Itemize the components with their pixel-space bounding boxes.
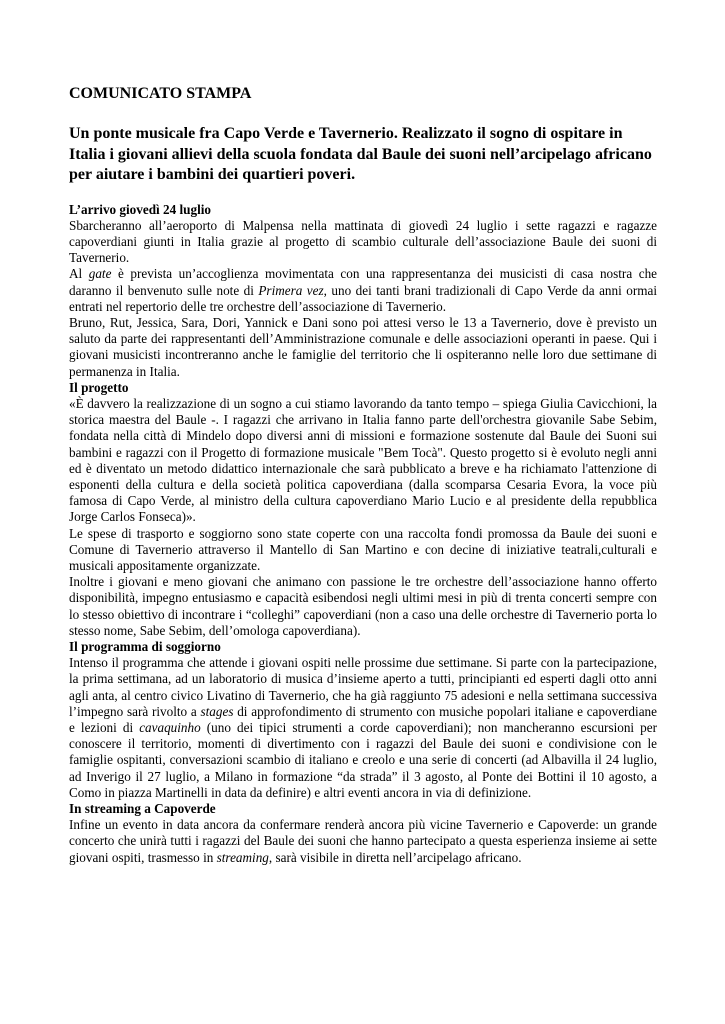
press-release-page <box>69 84 657 866</box>
section-streaming <box>69 801 657 866</box>
text-run: Al <box>69 266 89 282</box>
document-label: COMUNICATO STAMPA <box>69 85 252 102</box>
text-run: Infine un evento in data ancora da confermare renderà ancora più vicine Tavernerio e Capoverde: un grande concerto che unirà tutti i ragazzi del Baule dei suoni che hanno partecipato a questa esperienza insieme ai sette giovani ospiti, trasmesso in <box>69 817 657 865</box>
text-run: è prevista un’accoglienza movimentata con una rappresentanza dei musicisti di casa nostra che daranno il benvenuto sulle note di <box>69 266 658 298</box>
paragraph <box>69 655 657 801</box>
text-run: , uno dei tanti brani tradizionali di Capo Verde da anni ormai entrati nel repertorio delle tre orchestre dell’associazione di Tavernerio. <box>69 282 658 314</box>
paragraph: Inoltre i giovani e meno giovani che animano con passione le tre orchestre dell’associazione hanno offerto disponibilità, impegno entusiasmo e capacità esibendosi negli ultimi mesi in più di trenta concerti sempre con lo stesso obiettivo di incontrare i “colleghi” capoverdiani (non a caso una delle orchestre di Tavernerio porta lo stesso nome, Sabe Sebim, dell’omologa capoverdiana). <box>69 574 657 638</box>
text-run: (uno dei tipici strumenti a corde capoverdiani); non mancheranno escursioni per conoscere il territorio, momenti di divertimento con i ragazzi del Baule dei suoni e condivisione con le famiglie ospitanti, conversazioni scambio di italiano e creolo e una serie di concerti (ad Albavilla il 24 luglio, ad Inverigo il 27 luglio, a Milano in formazione “da strada” il 3 agosto, al Ponte dei Bottini il 10 agosto, a Como in piazza Martinelli in data da definire) e altri eventi ancora in via di definizione. <box>69 720 657 800</box>
paragraph <box>69 266 657 315</box>
paragraph: «È davvero la realizzazione di un sogno a cui stiamo lavorando da tanto tempo – spiega Giulia Cavicchioni, la storica maestra del Baule -. I ragazzi che arrivano in Italia fanno parte dell'orchestra giovanile Sabe Sebim, fondata nella città di Mindelo dopo diversi anni di missioni e formazione sostenute dal Baule dei Suoni sui bambini e ragazzi con il Progetto di formazione musicale "Bem Tocà". Questo progetto si è evoluto negli anni ed è diventato un metodo didattico internazionale che sarà pubblicato a breve e ha richiamato l'attenzione di esponenti della cultura e della società politica capoverdiana (dalla scomparsa Cesaria Evora, la voce più famosa di Capo Verde, al ministro della cultura capoverdiano Mario Lucio e al presidente della repubblica Jorge Carlos Fonseca)». <box>69 395 657 525</box>
section-program <box>69 639 657 801</box>
section-title-project: Il progetto <box>69 379 129 395</box>
italic-text: stages <box>200 703 234 719</box>
text-run: Intenso il programma che attende i giovani ospiti nelle prossime due settimane. Si parte con la partecipazione, la prima settimana, ad un laboratorio di musica d’insieme aperto a tutti, principianti ed esperti dagli otto anni agli anta, al centro civico Livatino di Tavernerio, che ha già raggiunto 75 adesioni e nella settimana successiva l’impegno sarà rivolto a <box>69 655 657 719</box>
section-title-program: Il programma di soggiorno <box>69 638 221 654</box>
section-arrival <box>69 202 657 380</box>
paragraph <box>69 817 657 866</box>
italic-text: gate <box>88 266 112 282</box>
text-run: , sarà visibile in diretta nell’arcipelago africano. <box>268 849 522 865</box>
section-title-streaming: In streaming a Capoverde <box>69 801 216 817</box>
section-project <box>69 380 657 639</box>
italic-text: streaming <box>216 849 269 865</box>
italic-text: cavaquinho <box>139 720 201 735</box>
italic-text: Primera vez <box>258 282 324 298</box>
headline: Un ponte musicale fra Capo Verde e Tavernerio. Realizzato il sogno di ospitare in Italia i giovani allievi della scuola fondata dal Baule dei suoni nell’arcipelago africano per aiutare i bambini dei quartieri poveri. <box>69 125 652 183</box>
paragraph: Sbarcheranno all’aeroporto di Malpensa nella mattinata di giovedì 24 luglio i sette ragazzi e ragazze capoverdiani giunti in Italia grazie al progetto di scambio culturale dell’associazione Baule dei suoni di Tavernerio. <box>69 217 657 266</box>
paragraph: Le spese di trasporto e soggiorno sono state coperte con una raccolta fondi promossa da Baule dei suoni e Comune di Tavernerio attraverso il Mantello di San Martino e con decine di iniziative teatrali,culturali e musicali appositamente organizzate. <box>69 525 657 573</box>
paragraph: Bruno, Rut, Jessica, Sara, Dori, Yannick e Dani sono poi attesi verso le 13 a Tavernerio, dove è previsto un saluto da parte dei rappresentanti dell’Amministrazione comunale e delle associazioni operanti in paese. Qui i giovani musicisti incontreranno anche le famiglie del territorio che li ospiteranno nelle loro due settimane di permanenza in Italia. <box>69 314 657 379</box>
section-title-arrival: L’arrivo giovedì 24 luglio <box>69 201 212 217</box>
text-run: di approfondimento di strumento con musiche popolari italiane e capoverdiane e lezioni di <box>69 703 657 735</box>
